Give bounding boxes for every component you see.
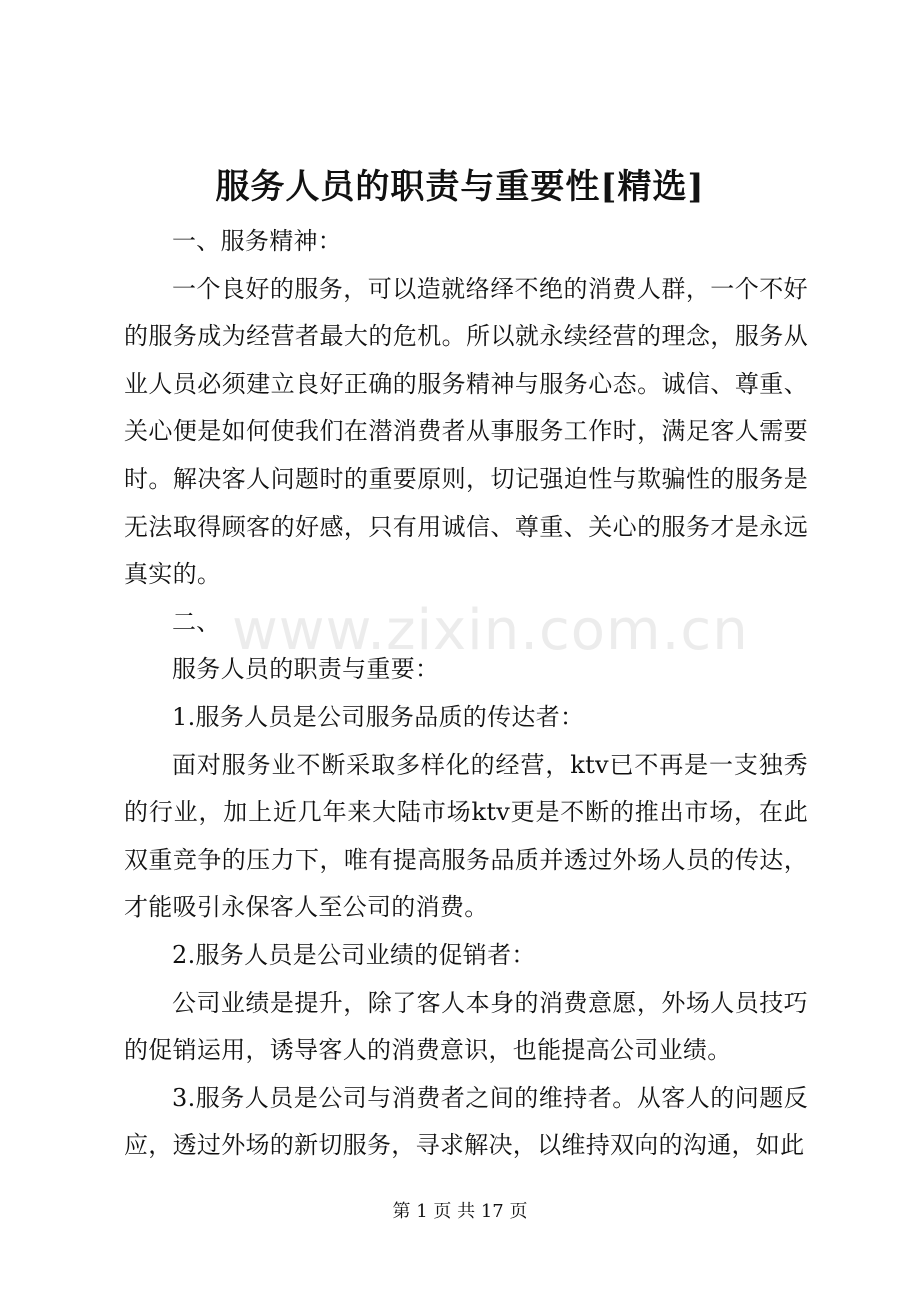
section-subheading-duties: 服务人员的职责与重要： <box>172 655 440 684</box>
section-heading-service-spirit: 一、服务精神： <box>172 227 343 255</box>
watermark: www.zixin.com.cn <box>232 598 749 663</box>
paragraph-service-spirit: 一个良好的服务，可以造就络绎不绝的消费人群，一个不好的服务成为经营者最大的危机。所以就永续经营的理念，服务从业人员必须建立良好正确的服务精神与服务心态。诚信、尊重、关心便是如何使我们在潜消费者从事服务工作时，满足客人需要时。解决客人问题时的重要原则，切记强迫性与欺骗性的服务是无法取得顾客的好感，只有用诚信、尊重、关心的服务才是永远真实的。 <box>124 274 808 589</box>
page-footer: 第 1 页 共 17 页 <box>392 1201 528 1222</box>
document-body <box>124 218 808 1170</box>
item-3: 3.服务人员是公司与消费者之间的维持者。从客人的问题反应，透过外场的新切服务，寻求解决，以维持双向的沟通，如此 <box>124 1083 808 1160</box>
paragraph-item-2: 公司业绩是提升，除了客人本身的消费意愿，外场人员技巧的促销运用，诱导客人的消费意识，也能提高公司业绩。 <box>124 988 808 1065</box>
section-heading-two: 二、 <box>172 607 221 636</box>
item-heading-1: 1.服务人员是公司服务品质的传达者： <box>172 702 585 731</box>
document-title: 服务人员的职责与重要性[精选] <box>215 167 705 207</box>
item-heading-2: 2.服务人员是公司业绩的促销者： <box>172 940 536 969</box>
paragraph-item-1: 面对服务业不断采取多样化的经营，ktv已不再是一支独秀的行业，加上近几年来大陆市场ktv更是不断的推出市场，在此双重竞争的压力下，唯有提高服务品质并透过外场人员的传达，才能吸引永保客人至公司的消费。 <box>124 750 808 922</box>
